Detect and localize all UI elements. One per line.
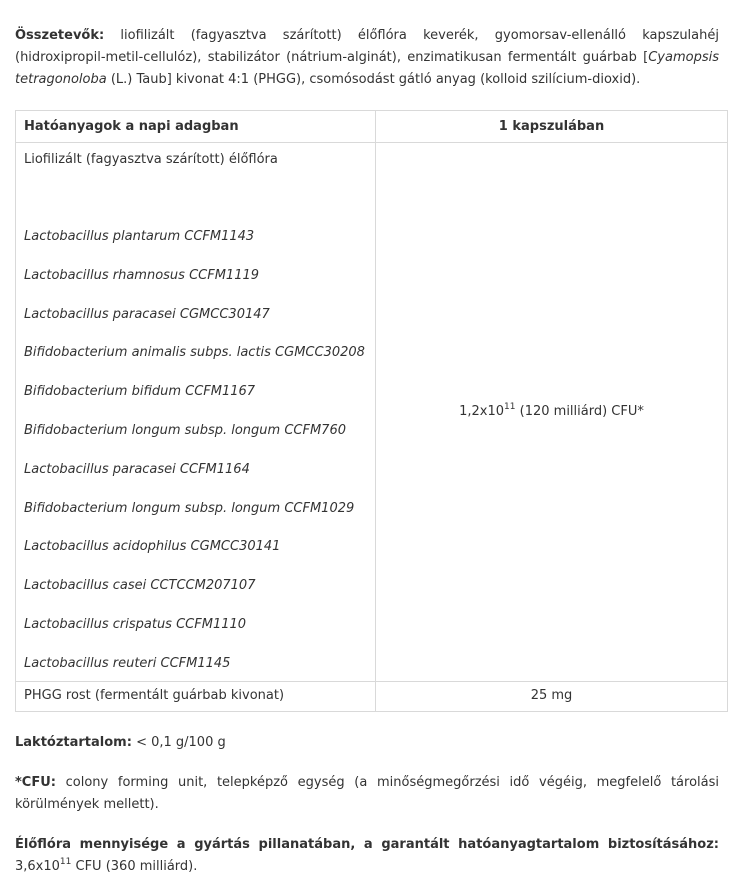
production-base: 3,6x10 [15,858,60,874]
strain-item: Lactobacillus reuteri CCFM1145 [24,655,231,671]
strain-item: Lactobacillus plantarum CCFM1143 [24,229,255,244]
strains-cell [16,143,376,682]
production-exponent: 11 [59,856,72,867]
strain-item: Bifidobacterium longum subsp. longum CCFM1029 [24,500,355,516]
cfu-exponent: 11 [504,401,516,412]
active-ingredients-table [15,110,728,712]
cfu-value-cell [376,143,728,682]
strain-item: Bifidobacterium longum subsp. longum CCFM760 [24,422,346,438]
production-rest: CFU (360 milliárd). [71,858,198,874]
production-paragraph [15,834,719,878]
ingredients-text-a: liofilizált (fagyasztva szárított) élőflóra keverék, gyomorsav-ellenálló kapszulahéj (hidroxipropil-metil-cellulóz), stabilizátor (nátrium-alginát), enzimatikusan fermentált guárbab [ [15,28,719,65]
ingredients-paragraph [15,25,719,91]
ingredients-text-b: (L.) Taub] kivonat 4:1 (PHGG), csomósodást gátló anyag (kolloid szilícium-dioxid). [106,72,641,87]
phgg-value: 25 mg [376,681,728,711]
header-per-capsule: 1 kapszulában [376,111,728,143]
phgg-row [16,681,728,711]
phgg-label: PHGG rost (fermentált guárbab kivonat) [16,681,376,711]
production-label: Élőflóra mennyisége a gyártás pillanatában, a garantált hatóanyagtartalom biztosításához: [15,836,719,852]
flora-group-label: Liofilizált (fagyasztva szárított) élőflóra [24,152,278,167]
product-info [15,25,719,878]
cfu-note-text: colony forming unit, telepképző egység (a minőségmegőrzési idő végéig, megfelelő tárolási körülmények mellett). [15,774,719,812]
strain-item: Lactobacillus rhamnosus CCFM1119 [24,267,260,283]
strain-item: Lactobacillus paracasei CGMCC30147 [24,306,270,322]
cfu-note-label: *CFU: [15,774,56,790]
strain-item: Lactobacillus acidophilus CGMCC30141 [24,539,281,555]
lactose-paragraph [15,732,719,754]
strain-item: Lactobacillus casei CCTCCM207107 [24,578,256,594]
strain-item: Lactobacillus paracasei CCFM1164 [24,461,250,477]
cfu-rest: (120 milliárd) CFU* [515,403,644,419]
strain-item: Bifidobacterium animalis subps. lactis CGMCC30208 [24,345,365,361]
cfu-base: 1,2x10 [459,403,505,419]
strain-item: Bifidobacterium bifidum CCFM1167 [24,384,256,400]
strains-row [16,143,728,682]
lactose-value: < 0,1 g/100 g [131,734,226,750]
table-header-row [16,111,728,143]
header-active-ingredients: Hatóanyagok a napi adagban [16,111,376,143]
ingredients-label: Összetevők: [15,28,105,43]
lactose-label: Laktóztartalom: [15,734,132,750]
ingredients-latin-name: Cyamopsis tetragonoloba [15,50,719,87]
strain-item: Lactobacillus crispatus CCFM1110 [24,616,247,632]
cfu-note-paragraph [15,772,719,816]
